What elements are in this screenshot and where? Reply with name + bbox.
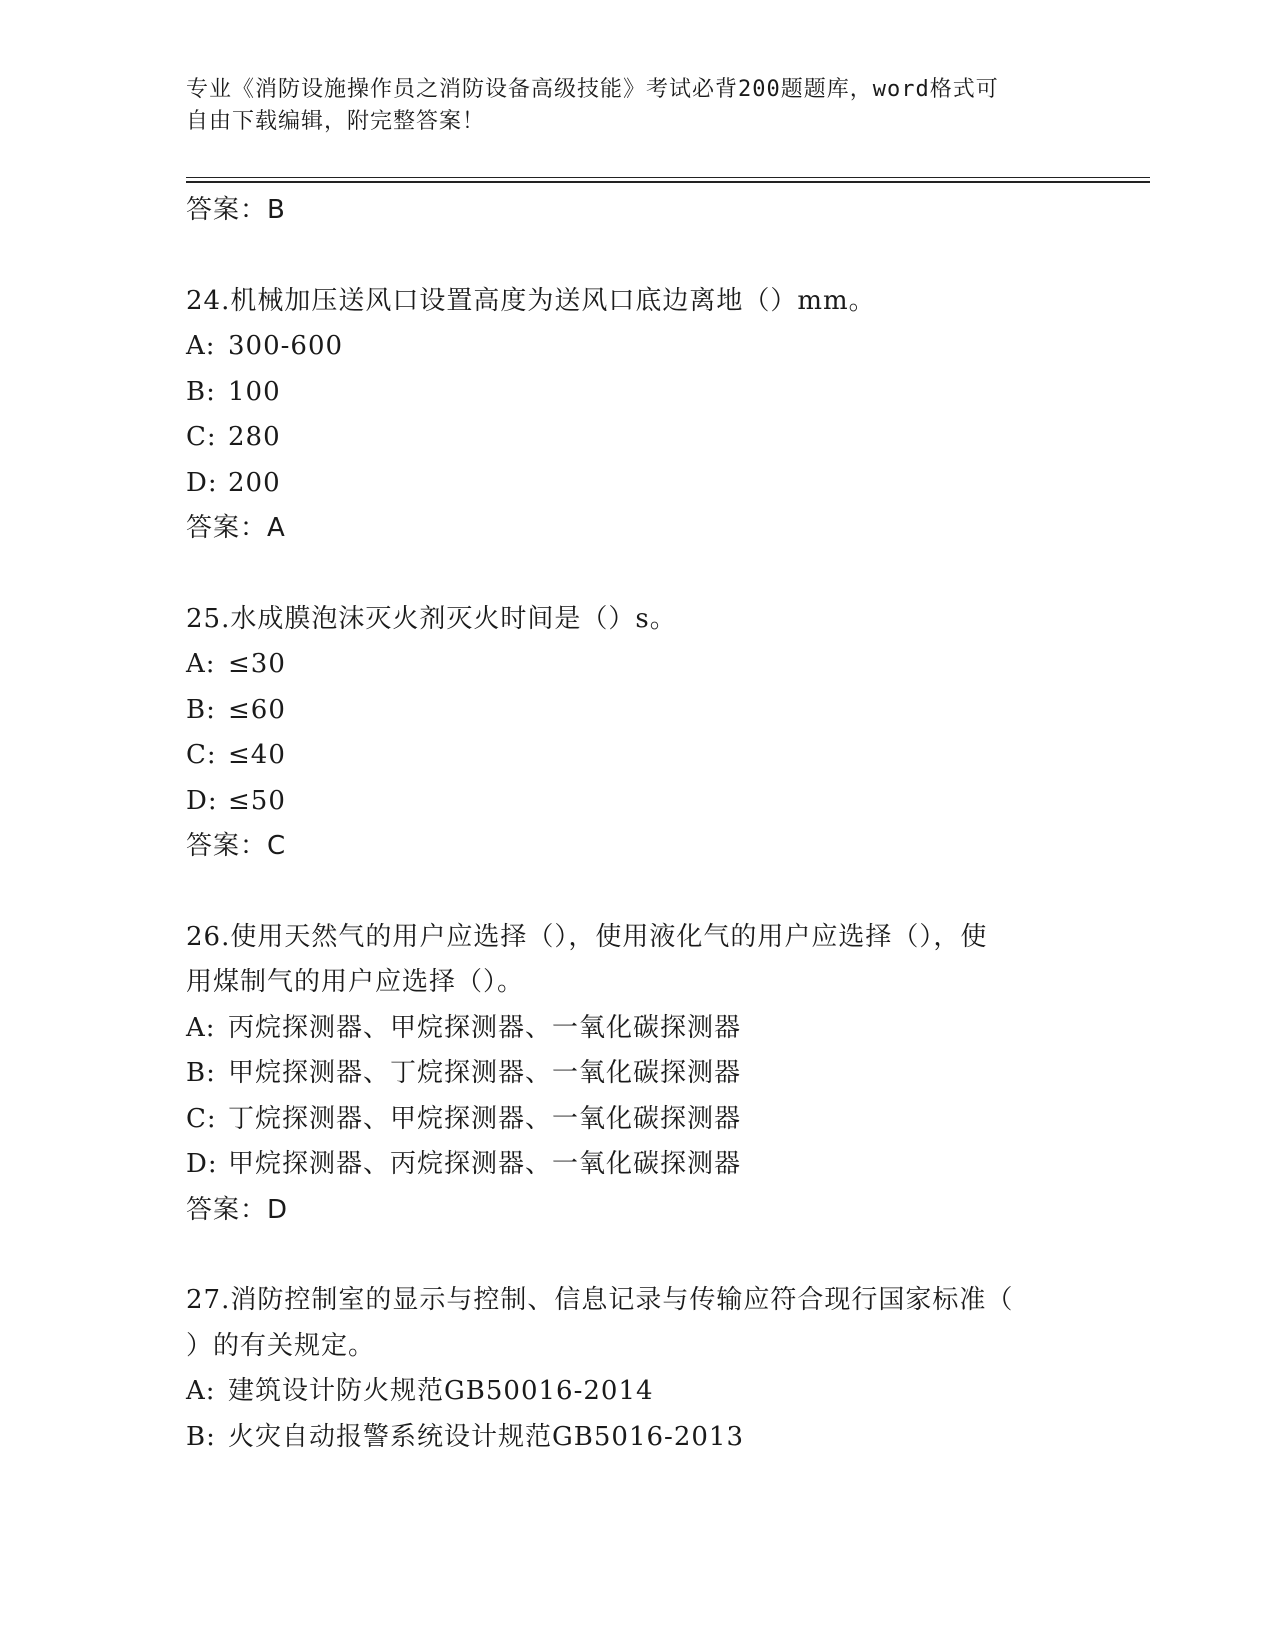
option-letter: A: [186,649,216,679]
answer-line: 答案：C [186,831,287,861]
header-line-2: 自由下载编辑，附完整答案！ [186,109,486,134]
option-text: 丁烷探测器、甲烷探测器、一氧化碳探测器 [228,1103,742,1134]
option-text: ≤30 [228,649,286,679]
option-c [186,415,1086,461]
option-text: 建筑设计防火规范GB50016-2014 [228,1376,654,1406]
option-text: 200 [228,467,281,498]
option-a [186,1369,1086,1415]
question-stem: 27.消防控制室的显示与控制、信息记录与传输应符合现行国家标准（ [186,1285,1014,1315]
question-stem-continued: 用煤制气的用户应选择（）。 [186,967,525,997]
answer-line: 答案：B [186,195,286,225]
option-letter: B: [186,1058,216,1088]
option-a [186,642,1086,688]
option-letter: B: [186,1421,216,1452]
option-letter: D: [186,785,218,816]
option-a [186,324,1086,370]
option-d [186,461,1086,507]
question-stem: 24.机械加压送风口设置高度为送风口底边离地（）mm。 [186,285,876,316]
answer-line: 答案：D [186,1194,289,1225]
option-letter: C: [186,422,217,452]
option-b [186,370,1086,416]
option-text: ≤60 [228,694,286,725]
option-d [186,779,1086,825]
question-item [186,915,1086,1234]
option-text: 100 [228,376,281,407]
option-b [186,1051,1086,1097]
question-item [186,1278,1086,1460]
question-list [186,188,1086,1460]
answer-line: 答案：A [186,513,286,543]
option-letter: B: [186,694,216,725]
option-letter: C: [186,1103,217,1134]
header-rule-thick [186,181,1150,183]
question-stem-continued: ）的有关规定。 [186,1330,376,1361]
option-text: 火灾自动报警系统设计规范GB5016-2013 [228,1421,744,1452]
option-b [186,688,1086,734]
option-text: ≤50 [228,785,286,816]
header-rule-thin [186,177,1150,178]
option-letter: A: [186,1012,216,1043]
option-c [186,1097,1086,1143]
option-letter: A: [186,331,216,361]
option-text: 300-600 [228,331,344,361]
option-text: ≤40 [228,740,286,770]
option-c [186,733,1086,779]
option-text: 丙烷探测器、甲烷探测器、一氧化碳探测器 [228,1012,742,1043]
question-item [186,279,1086,552]
header-line-1: 专业《消防设施操作员之消防设备高级技能》考试必背200题题库，word格式可 [186,77,999,102]
option-letter: C: [186,740,217,770]
option-letter: D: [186,1149,218,1179]
question-stem: 26.使用天然气的用户应选择（），使用液化气的用户应选择（），使 [186,921,988,952]
document-header [186,74,1066,138]
option-text: 甲烷探测器、丁烷探测器、一氧化碳探测器 [228,1058,742,1088]
option-d [186,1142,1086,1188]
option-a [186,1006,1086,1052]
option-letter: D: [186,467,218,498]
question-stem: 25.水成膜泡沫灭火剂灭火时间是（）s。 [186,603,677,634]
option-b [186,1415,1086,1461]
question-item [186,597,1086,870]
option-letter: B: [186,376,216,407]
option-text: 甲烷探测器、丙烷探测器、一氧化碳探测器 [228,1149,742,1179]
option-text: 280 [228,422,281,452]
option-letter: A: [186,1376,216,1406]
